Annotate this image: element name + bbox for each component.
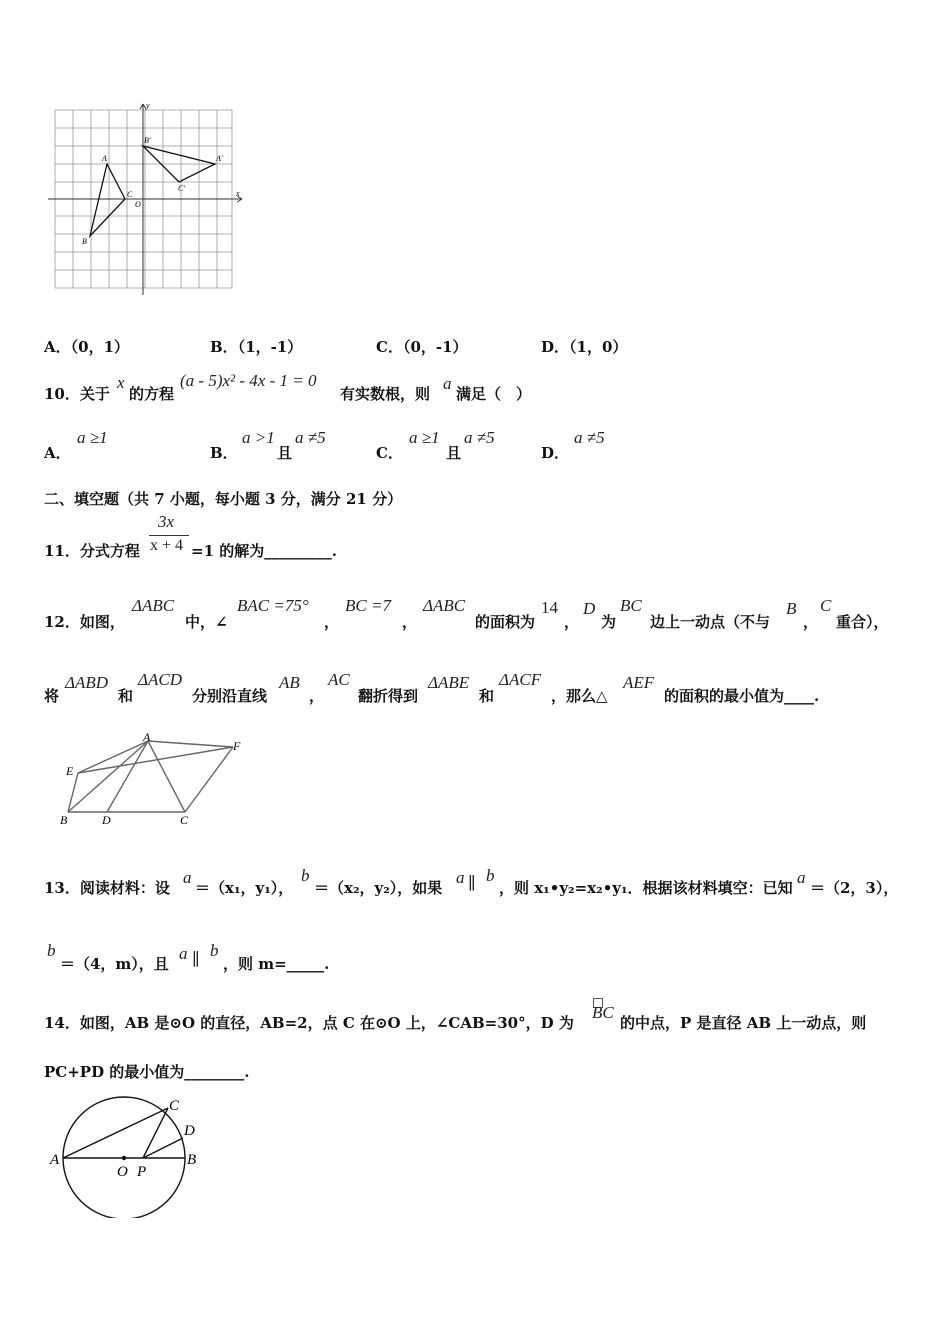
fig12-label-a: A	[143, 730, 151, 744]
point-c-prime-label: C'	[178, 184, 186, 193]
triangle-abc	[90, 164, 125, 236]
q10-option-d-math: a ≠5	[574, 428, 605, 447]
q13-l1-t4: ＝（2，3），	[810, 879, 899, 897]
q10-stem-suffix: 满足（ ）	[456, 385, 532, 403]
fig14-label-b: B	[187, 1152, 197, 1168]
q13-l2-b1: b	[47, 941, 56, 960]
point-b-prime-label: B'	[144, 136, 151, 145]
q12-l2-t3: ，	[309, 687, 325, 705]
q12-l2-m7: AEF	[623, 673, 655, 692]
q12-l1-t5: ，	[564, 613, 580, 631]
q9-option-d: D．（1，0）	[541, 338, 628, 356]
fig12-label-f: F	[233, 739, 241, 753]
fig14-label-p: P	[137, 1164, 147, 1180]
point-b-label: B	[82, 237, 87, 246]
coordinate-grid-figure	[44, 100, 254, 300]
q12-l1-m2: BAC =75°	[237, 596, 309, 615]
q12-fold-figure	[50, 728, 260, 830]
q13-l1-b1: b	[301, 866, 310, 885]
q10-stem-mid2: 有实数根，则	[340, 385, 431, 403]
q13-l1-parallel: ∥	[468, 874, 476, 893]
q10-option-a-letter: A．	[44, 444, 71, 462]
q10-option-c-math1: a ≥1	[409, 428, 440, 447]
q14-circle-figure	[44, 1094, 214, 1218]
q11-numerator: 3x	[158, 512, 175, 531]
q11-denominator: x + 4	[150, 537, 184, 554]
q10-stem-mid: 的方程	[129, 385, 175, 403]
q10-stem-prefix: 10．关于	[44, 385, 110, 403]
q12-l1-t9: 重合），	[836, 613, 889, 631]
q12-l2-t1: 和	[118, 687, 134, 705]
q10-option-b-math1: a >1	[242, 428, 275, 447]
q9-option-a: A．（0，1）	[44, 338, 130, 356]
q13-l1-a2: a	[456, 868, 465, 887]
q12-l2-m3: AB	[279, 673, 300, 692]
q12-l1-t3: ，	[402, 613, 418, 631]
q13-prefix: 13．阅读材料：设	[44, 879, 170, 897]
fig14-label-d: D	[184, 1123, 195, 1139]
fig14-label-c: C	[169, 1098, 180, 1114]
q12-prefix: 12．如图，	[44, 613, 125, 631]
axis-x-label: x	[236, 189, 240, 198]
q14-line1-prefix: 14．如图，AB 是⊙O 的直径，AB=2，点 C 在⊙O 上，∠CAB=30°，D 为	[44, 1014, 574, 1032]
q13-l2-b2: b	[210, 941, 219, 960]
q12-l2-t7: 的面积的最小值为____.	[664, 687, 820, 705]
q10-option-b-math2: a ≠5	[295, 428, 326, 447]
q12-l1-t7: 边上一动点（不与	[650, 613, 771, 631]
q13-l2-parallel: ∥	[192, 950, 200, 969]
point-a-label: A	[102, 154, 107, 163]
q12-l1-m7: BC	[620, 596, 642, 615]
q13-l1-a3: a	[797, 868, 806, 887]
q12-l1-m9: C	[820, 596, 832, 615]
q11-prefix: 11．分式方程	[44, 542, 140, 560]
q13-l2-t1: ＝（4，m），且	[60, 955, 169, 973]
q10-option-d-letter: D．	[541, 444, 570, 462]
q12-l1-t4: 的面积为	[475, 613, 536, 631]
q10-option-b-letter: B．	[210, 444, 238, 462]
q13-l1-t1: ＝（x₁，y₁），	[195, 879, 294, 897]
q12-l1-m1: ΔABC	[132, 596, 175, 615]
q12-l1-t6: 为	[601, 613, 617, 631]
q11-fraction-bar	[149, 535, 189, 536]
q14-line1-suffix: 的中点，P 是直径 AB 上一动点，则	[620, 1014, 867, 1032]
fig14-label-a: A	[50, 1152, 60, 1168]
q11-suffix: =1 的解为_________.	[191, 542, 337, 560]
q14-line2: PC+PD 的最小值为________.	[44, 1063, 250, 1081]
q12-l2-t6: ，那么△	[551, 687, 608, 705]
origin-label: O	[135, 200, 141, 209]
q10-option-c-letter: C．	[376, 444, 403, 462]
fig14-label-o: O	[117, 1164, 128, 1180]
q10-equation: (a - 5)x² - 4x - 1 = 0	[180, 371, 317, 390]
fig12-label-d: D	[102, 813, 111, 827]
q12-l2-m1: ΔABD	[65, 673, 109, 692]
q12-l2-t2: 分别沿直线	[192, 687, 268, 705]
q12-l2-m4: AC	[328, 670, 350, 689]
q10-var-x: x	[117, 373, 125, 392]
q12-l1-m6: D	[583, 599, 596, 618]
q12-l1-t1: 中，∠	[185, 613, 228, 631]
q13-l1-t3: ，则 x₁•y₂=x₂•y₁．根据该材料填空：已知	[499, 879, 793, 897]
q12-l2-t0: 将	[44, 687, 60, 705]
q10-option-c-math2: a ≠5	[464, 428, 495, 447]
q12-l2-m5: ΔABE	[428, 673, 470, 692]
fig12-label-c: C	[180, 813, 189, 827]
q12-l1-m3: BC =7	[345, 596, 391, 615]
q14-arc-bc: BC	[592, 1003, 614, 1022]
q13-l2-a1: a	[179, 944, 188, 963]
q10-var-a: a	[443, 374, 452, 393]
q12-l1-t2: ，	[324, 613, 340, 631]
q9-option-b: B．（1，-1）	[210, 338, 303, 356]
q10-option-a-math: a ≥1	[77, 428, 108, 447]
q12-l2-t4: 翻折得到	[358, 687, 419, 705]
q13-l2-t2: ，则 m=_____.	[223, 955, 330, 973]
q12-l1-m5: 14	[541, 598, 558, 617]
q12-l2-m6: ΔACF	[499, 670, 542, 689]
fig12-label-e: E	[66, 764, 74, 778]
point-a-prime-label: A'	[216, 154, 223, 163]
q12-l1-t8: ，	[803, 613, 819, 631]
point-c-label: C	[127, 190, 133, 199]
q12-l1-m4: ΔABC	[423, 596, 466, 615]
q10-option-c-conj: 且	[446, 444, 462, 462]
axis-y-label: y	[146, 101, 150, 110]
q13-l1-b2: b	[486, 866, 495, 885]
q12-l1-m8: B	[786, 599, 797, 618]
q12-l2-t5: 和	[479, 687, 495, 705]
q12-l2-m2: ΔACD	[138, 670, 182, 689]
q10-option-b-conj: 且	[277, 444, 293, 462]
q9-option-c: C．（0，-1）	[376, 338, 468, 356]
section-heading: 二、填空题（共 7 小题，每小题 3 分，满分 21 分）	[44, 490, 403, 508]
q13-l1-t2: ＝（x₂，y₂），如果	[314, 879, 443, 897]
fig12-label-b: B	[60, 813, 68, 827]
q13-l1-a1: a	[183, 868, 192, 887]
